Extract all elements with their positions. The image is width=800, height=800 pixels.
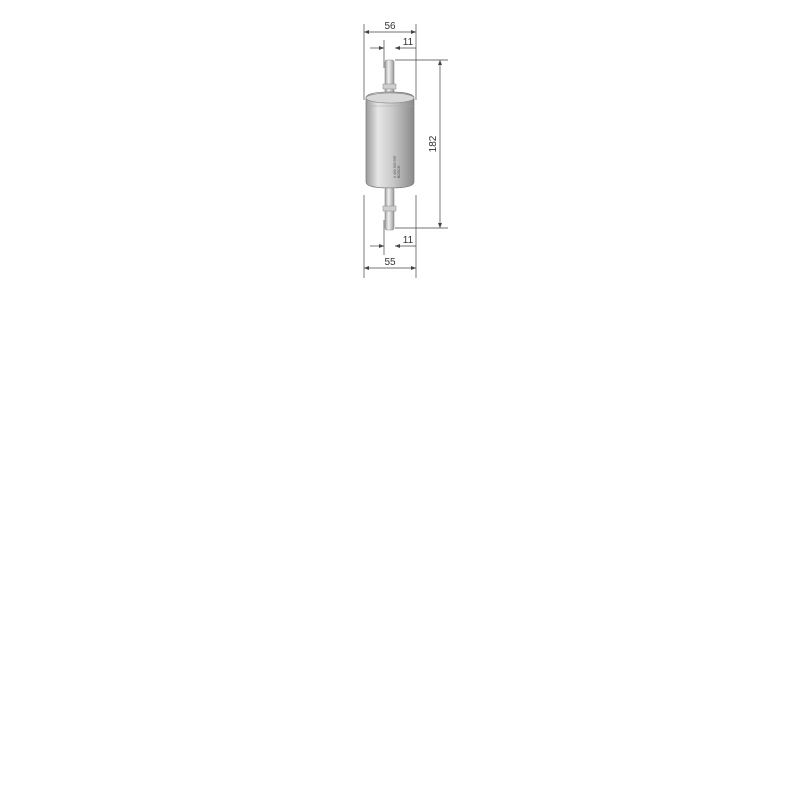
dim-bottom-width: 55 xyxy=(384,257,396,268)
dim-bottom-port: 11 xyxy=(402,235,414,246)
svg-text:BOSCH: BOSCH xyxy=(397,165,401,178)
dim-top-port: 11 xyxy=(402,37,414,48)
dim-height: 182 xyxy=(428,135,439,153)
filter-dimension-diagram xyxy=(340,10,470,285)
dim-top-width: 56 xyxy=(384,21,396,32)
filter-technical-drawing xyxy=(340,10,470,285)
svg-text:0 450 905 959: 0 450 905 959 xyxy=(393,155,397,178)
